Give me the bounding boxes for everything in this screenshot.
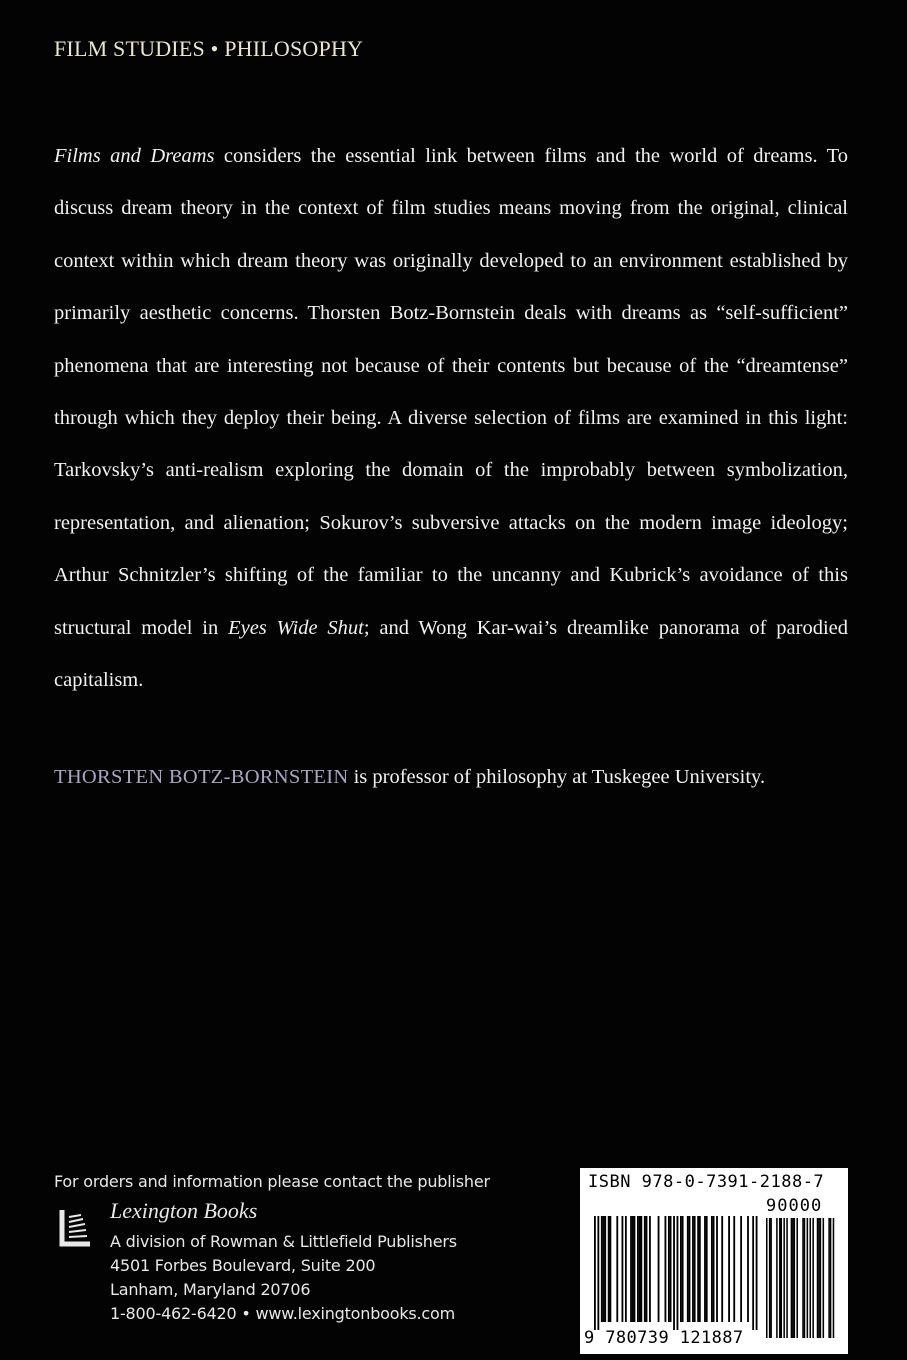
ean-bar [622, 1216, 624, 1322]
ean-bar [644, 1216, 646, 1322]
ean-bar [601, 1216, 603, 1322]
ean-bar [668, 1216, 670, 1322]
addon-bar [770, 1218, 772, 1338]
ean-bar [658, 1216, 660, 1322]
ean-bar [646, 1216, 648, 1322]
ean-bar [747, 1216, 749, 1322]
lexington-logo-icon [56, 1206, 94, 1248]
price-code: 90000 [766, 1196, 823, 1216]
book-description [54, 130, 848, 706]
ean-bar [608, 1216, 610, 1322]
ean-bar [625, 1216, 627, 1322]
addon-bar [786, 1218, 788, 1338]
ean-bar [692, 1216, 694, 1322]
addon-bar [776, 1218, 778, 1338]
isbn-label: ISBN 978-0-7391-2188-7 [588, 1172, 825, 1192]
ean-bar [616, 1216, 618, 1322]
addon-bar [833, 1218, 835, 1338]
ean-bar [704, 1216, 706, 1322]
ean-bar [637, 1216, 639, 1322]
ean-bar [740, 1216, 742, 1322]
author-bio-text: is professor of philosophy at Tuskegee University. [348, 766, 766, 788]
barcode-bars [580, 1168, 848, 1354]
film-title-italic: Eyes Wide Shut [228, 616, 364, 639]
publisher-contact-line: For orders and information please contact the publisher [54, 1172, 490, 1191]
addon-bar [783, 1218, 785, 1338]
category-label: FILM STUDIES • PHILOSOPHY [54, 36, 364, 61]
ean-bar [711, 1216, 713, 1322]
addon-bar [818, 1218, 820, 1338]
publisher-address-line-2: Lanham, Maryland 20706 [110, 1280, 311, 1299]
ean-bar [609, 1216, 611, 1322]
ean-bar [752, 1216, 754, 1330]
description-text-2: ; and Wong Kar-wai’s dreamlike panorama of parodied capitalism. [54, 616, 848, 692]
ean-bar [632, 1216, 634, 1322]
addon-bar [804, 1218, 806, 1338]
ean-bar [597, 1216, 599, 1330]
ean-bar [670, 1216, 672, 1322]
publisher-name: Lexington Books [110, 1198, 258, 1223]
ean-bar [733, 1216, 735, 1322]
ean-bar [639, 1216, 641, 1322]
ean-bar [706, 1216, 708, 1322]
ean-bar [634, 1216, 636, 1322]
author-name: THORSTEN BOTZ-BORNSTEIN [54, 766, 349, 788]
addon-bar [817, 1218, 819, 1338]
addon-bar [796, 1218, 798, 1338]
ean-bar [673, 1216, 675, 1330]
publisher-phone-web: 1-800-462-6420 • www.lexingtonbooks.com [110, 1304, 455, 1323]
addon-bar [810, 1218, 812, 1338]
publisher-address-line-1: 4501 Forbes Boulevard, Suite 200 [110, 1256, 376, 1275]
ean-bar [716, 1216, 718, 1322]
ean-bar [713, 1216, 715, 1322]
ean-bar [699, 1216, 701, 1322]
author-bio [54, 766, 874, 789]
ean-bar [649, 1216, 651, 1322]
publisher-division: A division of Rowman & Littlefield Publishers [110, 1232, 457, 1251]
ean-bar [694, 1216, 696, 1322]
ean-digits: 9 780739 121887 [584, 1328, 744, 1348]
ean-bar [680, 1216, 682, 1322]
addon-bar [791, 1218, 793, 1338]
book-title-italic: Films and Dreams [54, 145, 215, 167]
ean-bar [665, 1216, 667, 1322]
addon-bar [802, 1218, 804, 1338]
ean-bar [687, 1216, 689, 1322]
addon-bar [807, 1218, 809, 1338]
addon-bar [769, 1218, 771, 1338]
addon-bar [830, 1218, 832, 1338]
ean-bar [689, 1216, 691, 1322]
addon-bar [828, 1218, 830, 1338]
description-text-1: considers the essential link between films and the world of dreams. To discuss dream theory in the context of film studies means moving from the original, clinical context within which dream theory was originally developed to an environment established by primarily aesthetic concerns. Thorsten Botz-Bornstein deals with dreams as “self-sufficient” phenomena that are interesting not because of their contents but because of the “dreamtense” through which they deploy their being. A diverse selection of films are examined in this light: Tarkovsky’s anti-realism exploring the domain of the improbably between symbolization, representation, and alienation; Sokurov’s subversive attacks on the modern image ideology; Arthur Schnitzler’s shifting of the familiar to the uncanny and Kubrick’s avoidance of this structural model in [54, 145, 848, 639]
ean-bar [756, 1216, 758, 1330]
addon-bar [794, 1218, 796, 1338]
ean-bar [630, 1216, 632, 1322]
addon-bar [766, 1218, 768, 1338]
ean-bar [677, 1216, 679, 1330]
isbn-barcode [580, 1168, 848, 1354]
ean-bar [682, 1216, 684, 1322]
ean-bar [728, 1216, 730, 1322]
addon-bar [792, 1218, 794, 1338]
ean-bar [603, 1216, 605, 1322]
addon-bar [812, 1218, 814, 1338]
addon-bar [781, 1218, 783, 1338]
ean-bar [594, 1216, 596, 1330]
ean-bar [604, 1216, 606, 1322]
addon-bar [820, 1218, 822, 1338]
ean-bar [640, 1216, 642, 1322]
ean-bar [697, 1216, 699, 1322]
addon-bar [823, 1218, 825, 1338]
addon-bar [779, 1218, 781, 1338]
ean-bar [721, 1216, 723, 1322]
